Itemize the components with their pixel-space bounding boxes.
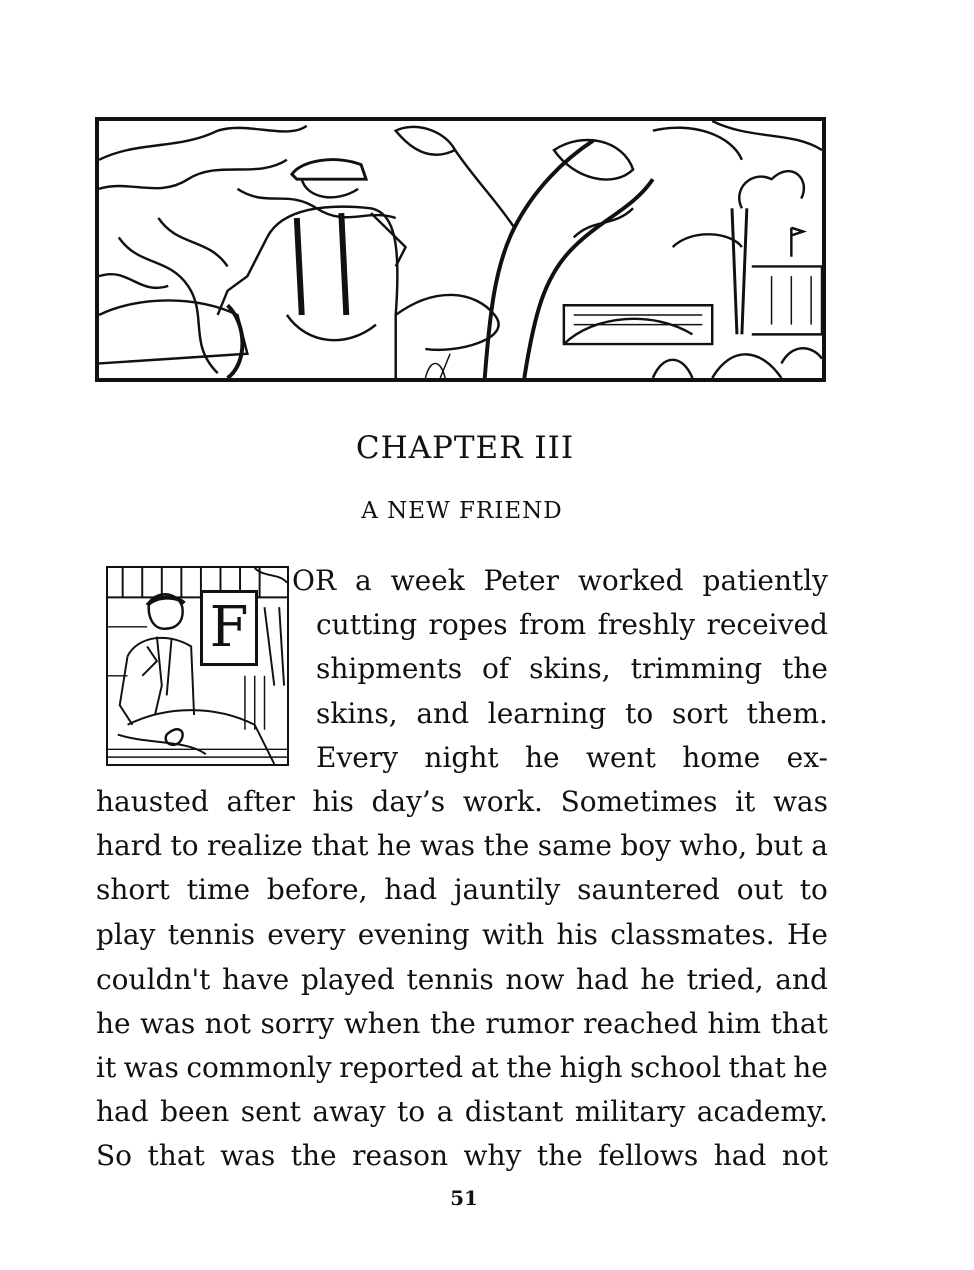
word: So [96, 1139, 133, 1172]
word: sorry [260, 1007, 335, 1040]
word: trimming [630, 652, 763, 685]
word: he [96, 1007, 131, 1040]
word: skins, [316, 697, 398, 730]
text-line-6 [96, 785, 828, 818]
word: him [707, 1007, 762, 1040]
word: received [706, 608, 828, 641]
word: had [713, 1139, 767, 1172]
word: tennis [406, 963, 494, 996]
word: why [463, 1139, 522, 1172]
word: He [786, 918, 828, 951]
word: high [559, 1051, 623, 1084]
text-line-7 [96, 829, 828, 862]
word: the [290, 1139, 337, 1172]
word: patiently [702, 564, 828, 597]
word: couldn't [96, 963, 211, 996]
word: he [376, 829, 412, 862]
word: week [390, 564, 465, 597]
word: to [170, 829, 199, 862]
word: them. [746, 697, 828, 730]
text-line-3 [316, 652, 828, 685]
word: sauntered [577, 873, 720, 906]
word: same [537, 829, 612, 862]
word: rumor [485, 1007, 574, 1040]
word: now [505, 963, 565, 996]
word: he [525, 741, 560, 774]
word: was [220, 1139, 276, 1172]
word: worked [577, 564, 684, 597]
word: he [640, 963, 675, 996]
page-number: 51 [450, 1186, 478, 1210]
word: tennis [167, 918, 255, 951]
word: that [311, 829, 369, 862]
word: the [536, 1139, 583, 1172]
word: home [682, 741, 761, 774]
word: was [140, 1007, 196, 1040]
word: had [384, 873, 437, 906]
text-line-10 [96, 963, 828, 996]
word: Sometimes [560, 785, 718, 818]
word: reached [583, 1007, 698, 1040]
word: before, [266, 873, 368, 906]
drop-cap-letter: F [200, 590, 258, 666]
word: that [728, 1051, 786, 1084]
drop-cap-illustration [106, 566, 289, 766]
word: from [519, 608, 587, 641]
word: the [782, 652, 828, 685]
word: hard [96, 829, 163, 862]
word: the [483, 829, 530, 862]
word: it [96, 1051, 117, 1084]
word: work. [462, 785, 543, 818]
word: commonly [186, 1051, 332, 1084]
word: ropes [428, 608, 508, 641]
word: he [793, 1051, 828, 1084]
word: away [312, 1095, 386, 1128]
word: had [575, 963, 629, 996]
word: to [799, 873, 828, 906]
word: a [354, 564, 372, 597]
word: but [755, 829, 803, 862]
text-line-1 [292, 564, 828, 597]
word: who, [679, 829, 748, 862]
word: and [775, 963, 828, 996]
word: have [222, 963, 290, 996]
word: played [300, 963, 395, 996]
word: evening [357, 918, 470, 951]
word: after [226, 785, 295, 818]
word: skins, [529, 652, 611, 685]
word: not [781, 1139, 828, 1172]
word: a [436, 1095, 454, 1128]
word: when [343, 1007, 421, 1040]
word: time [186, 873, 251, 906]
word: reason [352, 1139, 449, 1172]
word: OR [292, 564, 337, 597]
word: was [420, 829, 476, 862]
word: at [470, 1051, 499, 1084]
word: shipments [316, 652, 463, 685]
word: and [416, 697, 470, 730]
text-line-12 [96, 1051, 828, 1084]
word: academy. [696, 1095, 828, 1128]
word: his [556, 918, 598, 951]
word: hausted [96, 785, 209, 818]
word: learning [487, 697, 607, 730]
word: distant [464, 1095, 564, 1128]
word: that [770, 1007, 828, 1040]
word: boy [620, 829, 671, 862]
illustration-drawing [99, 121, 822, 378]
word: had [96, 1095, 149, 1128]
word: day’s [371, 785, 446, 818]
word: Peter [483, 564, 559, 597]
word: the [429, 1007, 476, 1040]
word: ex- [786, 741, 828, 774]
word: to [397, 1095, 426, 1128]
word: the [506, 1051, 553, 1084]
chapter-subtitle: A NEW FRIEND [361, 498, 563, 524]
word: sent [240, 1095, 301, 1128]
text-line-4 [316, 697, 828, 730]
word: out [736, 873, 783, 906]
word: not [204, 1007, 251, 1040]
word: every [267, 918, 346, 951]
word: that [147, 1139, 205, 1172]
word: with [482, 918, 545, 951]
word: school [630, 1051, 721, 1084]
text-line-9 [96, 918, 828, 951]
header-illustration [95, 117, 826, 382]
word: Every [316, 741, 399, 774]
word: his [312, 785, 354, 818]
word: tried, [686, 963, 764, 996]
word: a [811, 829, 828, 862]
word: jauntily [453, 873, 561, 906]
word: realize [207, 829, 303, 862]
text-line-2 [316, 608, 828, 641]
word: of [481, 652, 510, 685]
word: to [625, 697, 654, 730]
word: play [96, 918, 156, 951]
word: went [586, 741, 656, 774]
text-line-11 [96, 1007, 828, 1040]
word: fellows [598, 1139, 699, 1172]
word: short [96, 873, 170, 906]
word: cutting [316, 608, 418, 641]
word: classmates. [610, 918, 775, 951]
word: was [123, 1051, 179, 1084]
word: sort [671, 697, 728, 730]
text-line-14 [96, 1139, 828, 1172]
text-line-8 [96, 873, 828, 906]
drop-cap-drawing [108, 568, 287, 764]
word: was [772, 785, 828, 818]
word: military [574, 1095, 686, 1128]
word: it [735, 785, 756, 818]
word: night [424, 741, 499, 774]
text-line-13 [96, 1095, 828, 1128]
chapter-heading: CHAPTER III [355, 430, 575, 466]
text-line-5 [316, 741, 828, 774]
word: been [160, 1095, 230, 1128]
word: freshly [597, 608, 696, 641]
word: reported [339, 1051, 464, 1084]
